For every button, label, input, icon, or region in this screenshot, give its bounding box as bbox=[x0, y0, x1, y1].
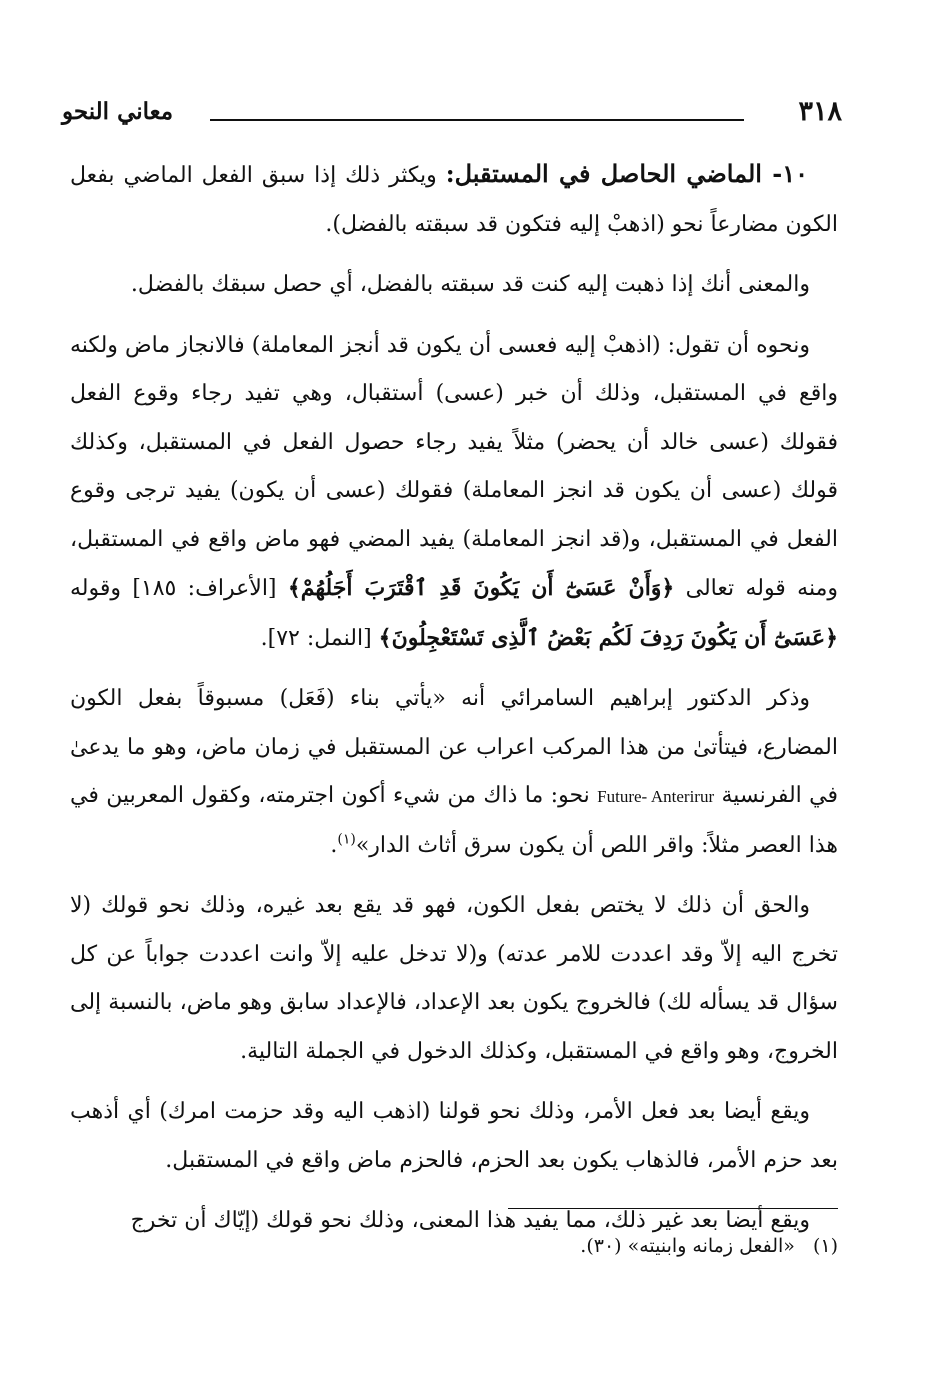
section-heading: ١٠- الماضي الحاصل في المستقبل: bbox=[445, 159, 808, 188]
running-header bbox=[62, 94, 842, 134]
book-title: معاني النحو bbox=[62, 98, 174, 125]
footnotes bbox=[98, 1230, 838, 1262]
paragraph-2: والمعنى أنك إذا ذهبت إليه كنت قد سبقته بالفضل، أي حصل سبقك بالفضل. bbox=[130, 272, 810, 297]
paragraph-6: ويقع أيضا بعد فعل الأمر، وذلك نحو قولنا (اذهب اليه وقد حزمت امرك) أي أذهب بعد حزم الأمر، فالذهاب يكون بعد الحزم، فالحزم ماض واقع في المستقبل. bbox=[70, 1099, 838, 1173]
paragraph-1-text: ويكثر ذلك إذا سبق الفعل الماضي بفعل الكون مضارعاً نحو (اذهبْ إليه فتكون قد سبقته بالفضل). bbox=[70, 163, 838, 237]
page-number: ٣١٨ bbox=[798, 96, 842, 127]
body-text bbox=[70, 150, 838, 1258]
quran-verse-1: ﴿وَأَنْ عَسَىٰٓ أَن يَكُونَ قَدِ ٱقْتَرَبَ أَجَلُهُمْ﴾ bbox=[287, 575, 675, 601]
paragraph-4-text: وذكر الدكتور إبراهيم السامرائي أنه «يأتي بناء (فَعَل) مسبوقاً بفعل الكون المضارع، فيتأتىٰ من هذا المركب اعراب عن المستقبل في زمان ماض، وهو ما يدعىٰ في الفرنسية bbox=[70, 686, 839, 808]
verse-reference-2: [النمل: ٧٢]. bbox=[260, 625, 379, 651]
paragraph-7: ويقع أيضا بعد غير ذلك، مما يفيد هذا المعنى، وذلك نحو قولك (إيّاك أن تخرج bbox=[130, 1208, 810, 1233]
verse-reference-1: [الأعراف: ١٨٥] وقوله bbox=[70, 576, 288, 601]
header-rule bbox=[210, 119, 744, 121]
footnote-text: «الفعل زمانه وابنيته» (٣٠). bbox=[580, 1235, 795, 1257]
paragraph-3 bbox=[70, 322, 838, 664]
paragraph-3-text: ونحوه أن تقول: (اذهبْ إليه فعسى أن يكون قد أنجز المعاملة) فالانجاز ماض ولكنه واقع في المستقبل، وذلك أن خبر (عسى) أستقبال، وهي تفيد رجاء وقوع الفعل فقولك (عسى خالد أن يحضر) مثلاً يفيد رجاء حصول الفعل في المستقبل، وكذلك قولك (عسى أن يكون قد انجز المعاملة) فقولك (عسى أن يكون) يفيد ترجى وقوع الفعل في المستقبل، و(قد انجز المعاملة) يفيد المضي فهو ماض واقع في المستقبل، ومنه قوله تعالى bbox=[70, 332, 838, 601]
footnote-marker[interactable]: (١) bbox=[337, 831, 356, 848]
footnote-number: (١) bbox=[812, 1235, 838, 1257]
footnote-rule bbox=[508, 1208, 838, 1209]
footnote-item bbox=[98, 1230, 838, 1262]
paragraph-4 bbox=[70, 675, 838, 870]
paragraph-1 bbox=[70, 150, 838, 249]
paragraph-5: والحق أن ذلك لا يختص بفعل الكون، فهو قد يقع بعد غيره، وذلك نحو قولك (لا تخرج اليه إلاّ وقد اعددت للامر عدته) و(لا تدخل عليه إلاّ وانت اعددت جواباً عن كل سؤال قد يسأله لك) فالخروج يكون بعد الإعداد، فالإعداد سابق وهو ماض، بالنسبة إلى الخروج، وهو واقع في المستقبل، وكذلك الدخول في الجملة التالية. bbox=[70, 893, 838, 1064]
paragraph-4-end: . bbox=[330, 832, 338, 858]
quran-verse-2: ﴿عَسَىٰٓ أَن يَكُونَ رَدِفَ لَكُم بَعْضُ ٱلَّذِى تَسْتَعْجِلُونَ﴾ bbox=[378, 624, 838, 651]
french-term: Future- Anterirur bbox=[597, 787, 715, 806]
paragraph-4-text-cont: نحو: ما ذاك من شيء أكون اجترمته، وكقول المعربين في هذا العصر مثلاً: واقر اللص أن يكون سرق أثاث الدار» bbox=[70, 783, 838, 858]
